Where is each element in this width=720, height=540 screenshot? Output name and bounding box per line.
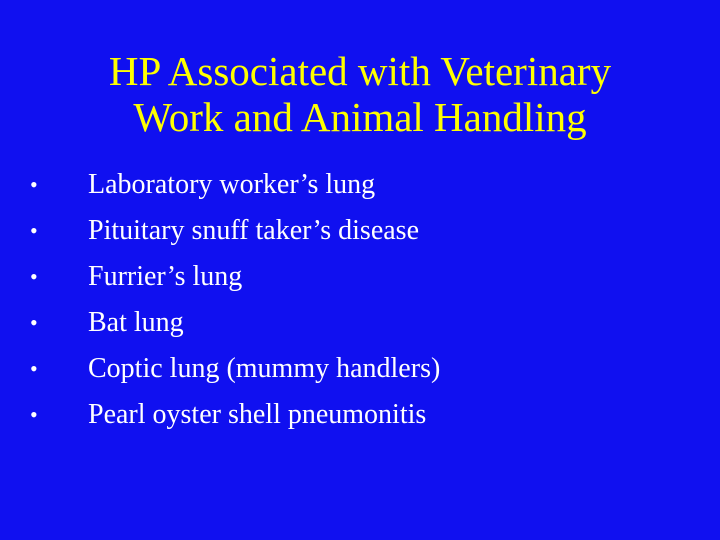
bullet-item-laboratory-workers-lung	[0, 162, 720, 208]
bullet-list	[0, 162, 720, 438]
bullet-item-pearl-oyster-shell-pneumonitis	[0, 392, 720, 438]
bullet-text: Pituitary snuff taker’s disease	[88, 215, 420, 246]
bullet-text: Coptic lung (mummy handlers)	[88, 353, 441, 384]
bullet-item-bat-lung	[0, 300, 720, 346]
slide-title	[0, 48, 720, 140]
bullet-text: Pearl oyster shell pneumonitis	[88, 399, 427, 430]
bullet-text: Furrier’s lung	[88, 261, 243, 292]
bullet-item-coptic-lung	[0, 346, 720, 392]
bullet-marker: •	[30, 218, 38, 243]
bullet-marker: •	[30, 310, 38, 335]
bullet-text: Bat lung	[88, 307, 184, 338]
bullet-item-pituitary-snuff-takers-disease	[0, 208, 720, 254]
bullet-marker: •	[30, 356, 38, 381]
bullet-item-furriers-lung	[0, 254, 720, 300]
bullet-text: Laboratory worker’s lung	[88, 169, 376, 200]
bullet-marker: •	[30, 264, 38, 289]
title-line-1: HP Associated with Veterinary	[108, 48, 612, 94]
bullet-marker: •	[30, 172, 38, 197]
bullet-marker: •	[30, 402, 38, 427]
title-line-2: Work and Animal Handling	[133, 94, 587, 140]
